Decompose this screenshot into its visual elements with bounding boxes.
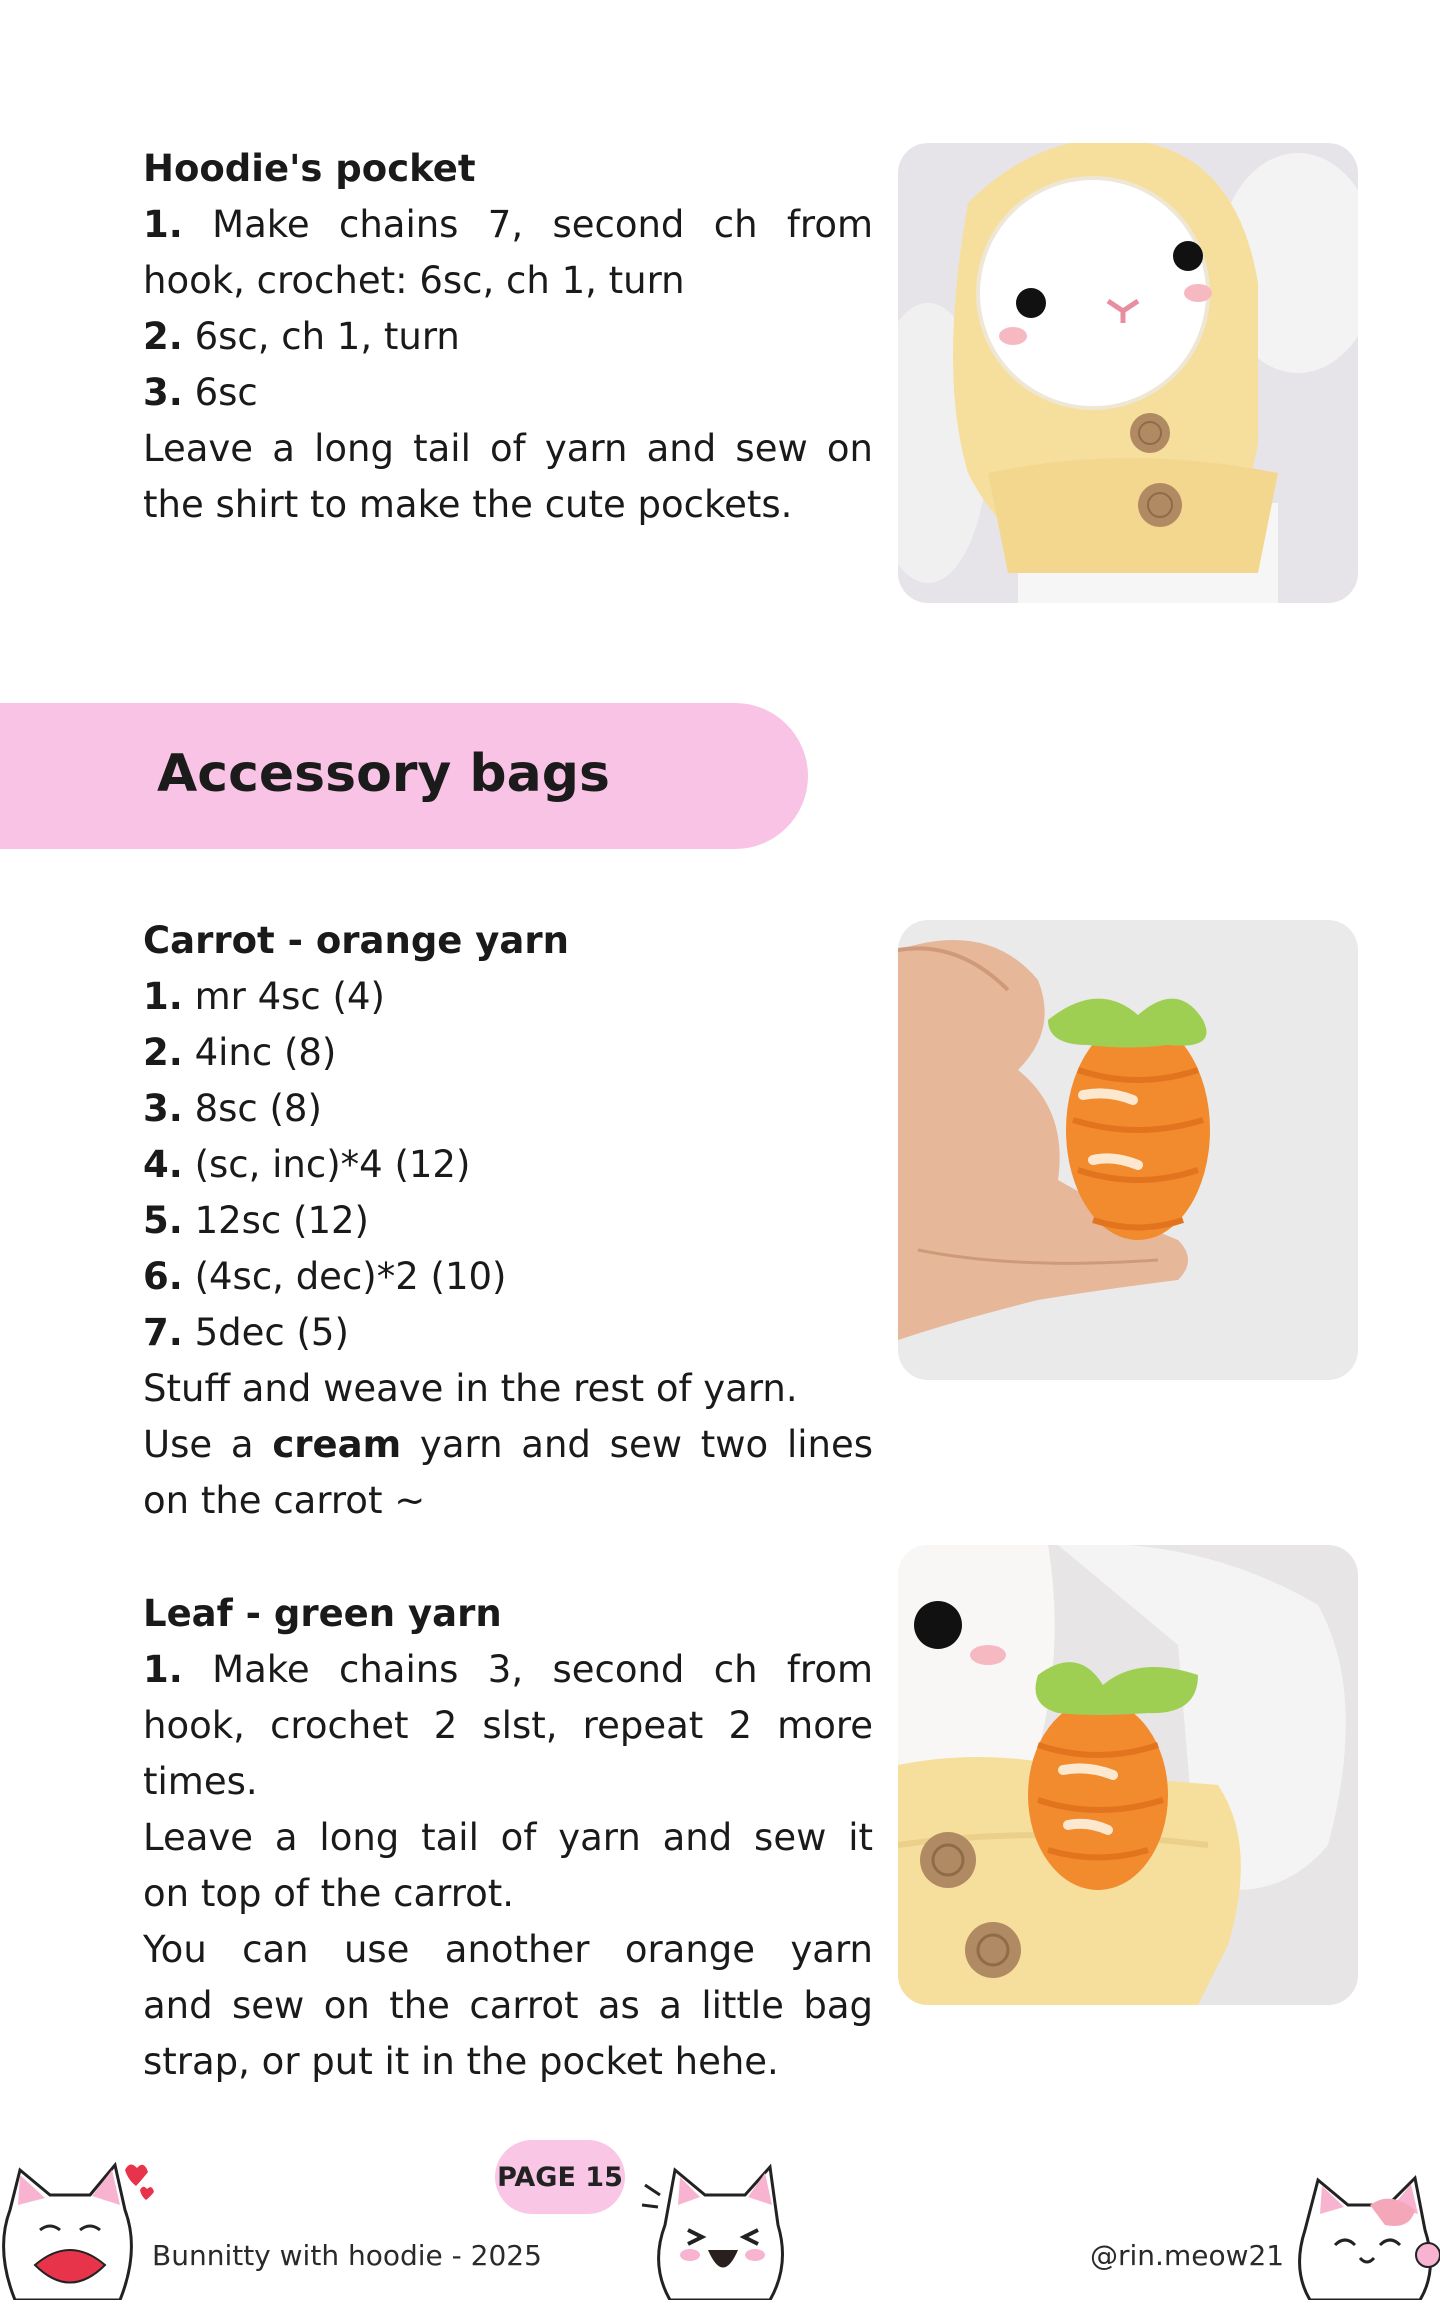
carrot-step — [143, 1305, 873, 1361]
carrot-note-line: Stuff and weave in the rest of yarn. — [143, 1367, 798, 1410]
step-text: 6sc, ch 1, turn — [182, 315, 460, 358]
step-text: (sc, inc)*4 (12) — [182, 1143, 471, 1186]
carrot-step — [143, 969, 873, 1025]
step-number: 1. — [143, 975, 183, 1018]
page-number-badge — [495, 2140, 625, 2214]
note-text: yarn and sew two lines — [401, 1423, 873, 1466]
step-number: 4. — [143, 1143, 183, 1186]
pocket-step-3 — [143, 365, 873, 421]
pocket-title: Hoodie's pocket — [143, 147, 476, 190]
bunny-hoodie-photo — [898, 143, 1358, 603]
leaf-section — [143, 1586, 873, 2090]
carrot-pocket-photo — [898, 1545, 1358, 2005]
note-emphasis: cream — [272, 1423, 402, 1466]
carrot-hand-illustration — [898, 920, 1358, 1380]
page-number: PAGE 15 — [497, 2161, 623, 2193]
step-number: 2. — [143, 315, 183, 358]
step-text: mr 4sc (4) — [182, 975, 385, 1018]
step-text: 8sc (8) — [182, 1087, 322, 1130]
step-number: 3. — [143, 371, 183, 414]
carrot-step — [143, 1025, 873, 1081]
pocket-section — [143, 141, 873, 533]
carrot-step — [143, 1137, 873, 1193]
pocket-note-line: the shirt to make the cute pockets. — [143, 483, 793, 526]
step-text: 6sc — [182, 371, 258, 414]
step-number: 7. — [143, 1311, 183, 1354]
carrot-pocket-illustration — [898, 1545, 1358, 2005]
leaf-step-1 — [143, 1642, 873, 1698]
step-text: Make chains 7, second ch from — [182, 203, 873, 246]
section-title: Accessory bags — [157, 744, 610, 804]
cheering-cat-icon — [640, 2155, 800, 2300]
step-text: 4inc (8) — [182, 1031, 337, 1074]
leaf-step-1-cont: hook, crochet 2 slst, repeat 2 more — [143, 1704, 873, 1747]
step-text: 12sc (12) — [182, 1199, 369, 1242]
leaf-note-line: Leave a long tail of yarn and sew it — [143, 1816, 873, 1859]
pocket-note-line: Leave a long tail of yarn and sew on — [143, 427, 873, 470]
author-handle: @rin.meow21 — [1090, 2239, 1285, 2272]
step-text: Make chains 3, second ch from — [182, 1648, 873, 1691]
note-text: Use a — [143, 1423, 273, 1466]
pocket-step-1-cont — [143, 253, 873, 309]
bunny-hoodie-illustration — [898, 143, 1358, 603]
pocket-step-1 — [143, 197, 873, 253]
waving-cat-icon — [1290, 2160, 1440, 2300]
step-text: 5dec (5) — [182, 1311, 349, 1354]
step-number: 1. — [143, 1648, 183, 1691]
pocket-step-2 — [143, 309, 873, 365]
step-text: hook, crochet: 6sc, ch 1, turn — [143, 259, 685, 302]
leaf-step-1-cont: times. — [143, 1760, 258, 1803]
leaf-note-line: on top of the carrot. — [143, 1872, 515, 1915]
step-text: (4sc, dec)*2 (10) — [182, 1255, 507, 1298]
carrot-step — [143, 1081, 873, 1137]
carrot-section — [143, 913, 873, 1529]
step-number: 1. — [143, 203, 183, 246]
leaf-note-line: You can use another orange yarn — [143, 1928, 873, 1971]
step-number: 5. — [143, 1199, 183, 1242]
carrot-title: Carrot - orange yarn — [143, 919, 569, 962]
carrot-step — [143, 1193, 873, 1249]
leaf-note-line: strap, or put it in the pocket hehe. — [143, 2040, 779, 2083]
book-title: Bunnitty with hoodie - 2025 — [152, 2239, 542, 2272]
step-number: 6. — [143, 1255, 183, 1298]
leaf-title: Leaf - green yarn — [143, 1592, 502, 1635]
step-number: 3. — [143, 1087, 183, 1130]
step-number: 2. — [143, 1031, 183, 1074]
carrot-note-line: on the carrot ~ — [143, 1479, 426, 1522]
cat-with-heart-icon — [0, 2150, 160, 2300]
carrot-hand-photo — [898, 920, 1358, 1380]
carrot-note-line — [143, 1417, 873, 1473]
leaf-note-line: and sew on the carrot as a little bag — [143, 1984, 873, 2027]
carrot-step — [143, 1249, 873, 1305]
